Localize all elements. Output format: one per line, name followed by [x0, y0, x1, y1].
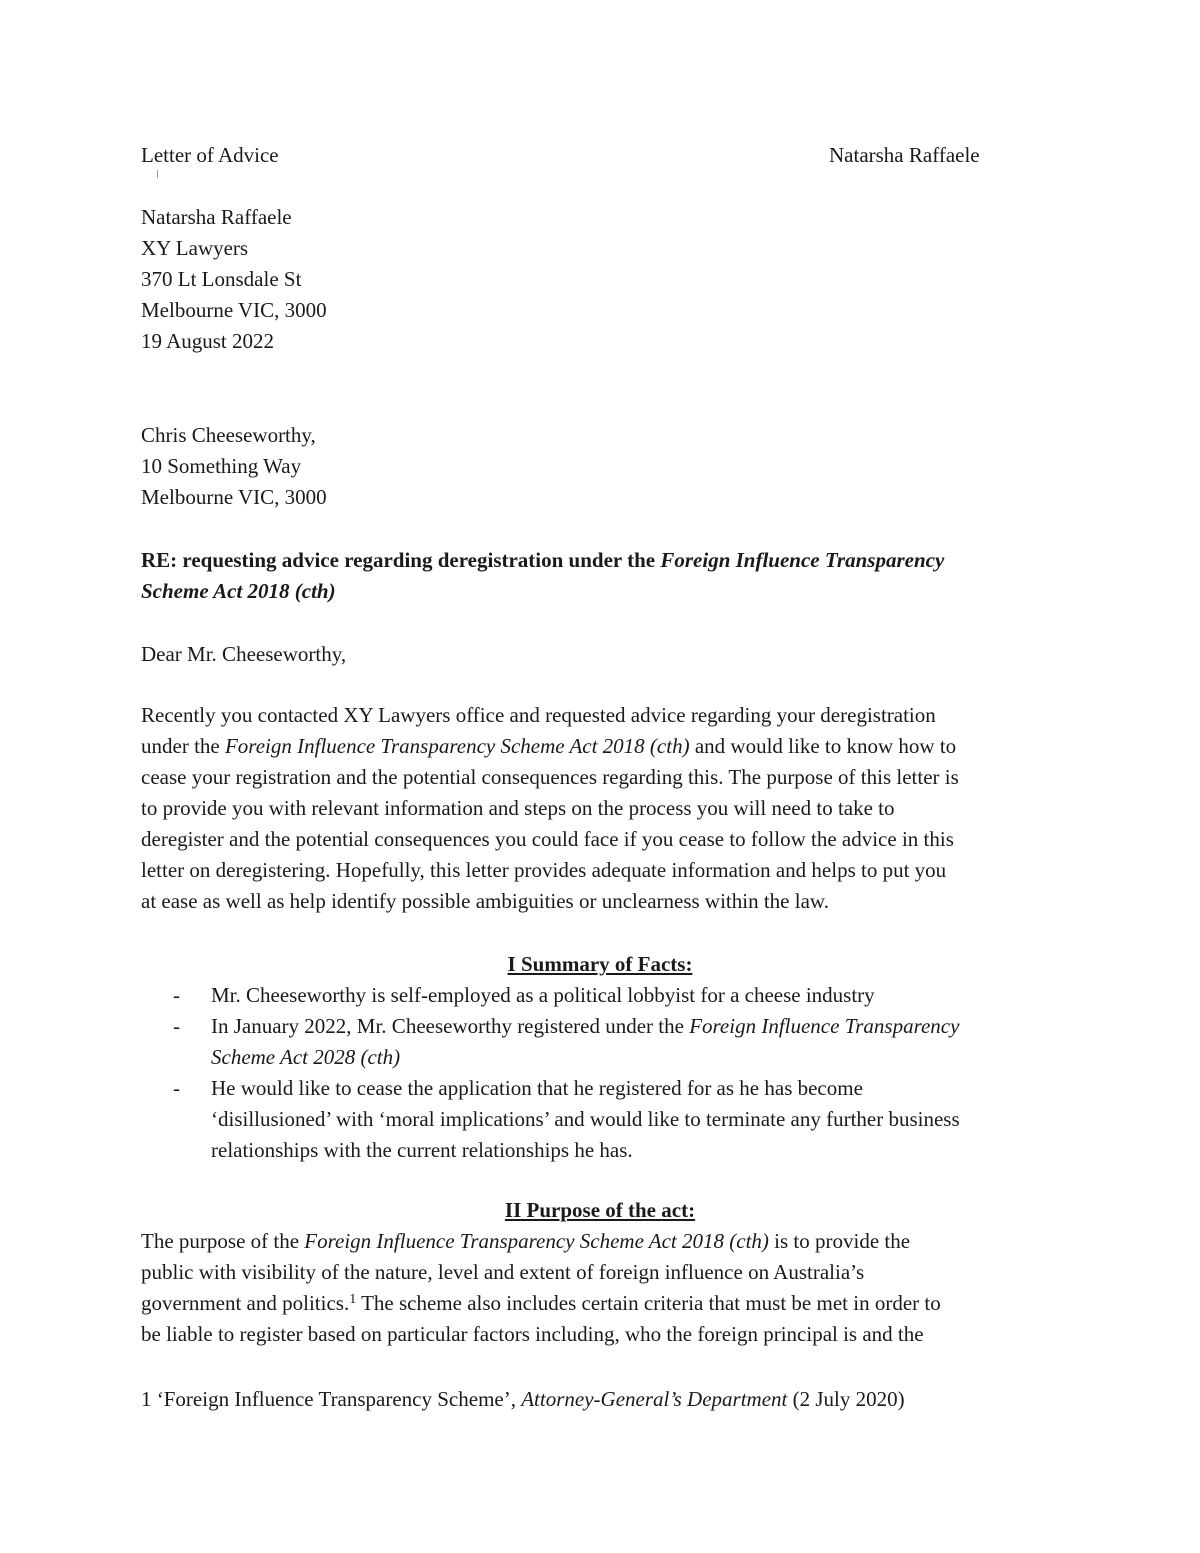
- fact-2-pre: In January 2022, Mr. Cheeseworthy registered under the: [211, 1014, 690, 1038]
- purpose-l1-pre: The purpose of the: [141, 1229, 305, 1253]
- intro-line-6: letter on deregistering. Hopefully, this letter provides adequate information and helps to put you: [141, 858, 947, 882]
- intro-line-3: cease your registration and the potential consequences regarding this. The purpose of this letter is: [141, 765, 959, 789]
- salutation: Dear Mr. Cheeseworthy,: [141, 642, 347, 666]
- footnote-date: (2 July 2020): [787, 1387, 905, 1411]
- section-heading-purpose: II Purpose of the act:: [504, 1198, 696, 1222]
- intro-line-2: [141, 731, 956, 762]
- re-line-2: [141, 576, 336, 607]
- fact-2-act-1: Foreign Influence Transparency: [689, 1014, 960, 1038]
- footnote-text: ‘Foreign Influence Transparency Scheme’,: [151, 1387, 522, 1411]
- bullet-dash: -: [173, 1076, 180, 1100]
- fact-item-1: Mr. Cheeseworthy is self-employed as a political lobbyist for a cheese industry: [211, 983, 875, 1007]
- recipient-street: 10 Something Way: [141, 454, 302, 478]
- purpose-l3-post: The scheme also includes certain criteria that must be met in order to: [356, 1291, 941, 1315]
- sender-name: Natarsha Raffaele: [141, 205, 292, 229]
- purpose-line-4: be liable to register based on particular factors including, who the foreign principal is and the: [141, 1322, 924, 1346]
- intro-line-7: at ease as well as help identify possible ambiguities or unclearness within the law.: [141, 889, 829, 913]
- purpose-line-1: [141, 1226, 910, 1257]
- footnote: [141, 1384, 905, 1415]
- intro-line-4: to provide you with relevant information and steps on the process you will need to take to: [141, 796, 895, 820]
- purpose-act-title: Foreign Influence Transparency Scheme Act 2018 (cth): [304, 1229, 769, 1253]
- section-heading-summary: I Summary of Facts:: [507, 952, 693, 976]
- purpose-line-3: [141, 1288, 941, 1319]
- fact-2-act-2: Scheme Act 2028 (cth): [211, 1045, 401, 1069]
- sender-street: 370 Lt Lonsdale St: [141, 267, 302, 291]
- sender-firm: XY Lawyers: [141, 236, 249, 260]
- intro-l2-pre: under the: [141, 734, 225, 758]
- footnote-source: Attorney-General’s Department: [521, 1387, 788, 1411]
- fact-item-3-line-2: ‘disillusioned’ with ‘moral implications’ and would like to terminate any further business: [211, 1107, 960, 1131]
- intro-act-title: Foreign Influence Transparency Scheme Act 2018 (cth): [224, 734, 690, 758]
- recipient-name: Chris Cheeseworthy,: [141, 423, 316, 447]
- re-act-title-2: Scheme Act 2018 (cth): [141, 579, 336, 603]
- recipient-city: Melbourne VIC, 3000: [141, 485, 327, 509]
- intro-l2-post: and would like to know how to: [689, 734, 957, 758]
- bullet-dash: -: [173, 1014, 180, 1038]
- fact-item-2-cont: [211, 1042, 400, 1073]
- bullet-dash: -: [173, 983, 180, 1007]
- fact-item-3-line-3: relationships with the current relationships he has.: [211, 1138, 633, 1162]
- re-line-1: [141, 545, 944, 576]
- footnote-reference: 1: [349, 1292, 357, 1307]
- purpose-l3-pre: government and politics.: [141, 1291, 350, 1315]
- fact-item-2: [211, 1011, 959, 1042]
- purpose-l1-post: is to provide the: [768, 1229, 911, 1253]
- footnote-number: 1: [141, 1387, 152, 1411]
- author-name: Natarsha Raffaele: [829, 143, 980, 167]
- intro-line-5: deregister and the potential consequences you could face if you cease to follow the advice in this: [141, 827, 954, 851]
- document-title: Letter of Advice: [141, 143, 279, 167]
- letter-date: 19 August 2022: [141, 329, 275, 353]
- sender-city: Melbourne VIC, 3000: [141, 298, 327, 322]
- purpose-line-2: public with visibility of the nature, level and extent of foreign influence on Australia’s: [141, 1260, 865, 1284]
- re-prefix: RE: requesting advice regarding deregistration under the: [141, 548, 661, 572]
- fact-item-3-line-1: He would like to cease the application that he registered for as he has become: [211, 1076, 863, 1100]
- cursor-mark: [157, 170, 158, 178]
- intro-line-1: Recently you contacted XY Lawyers office and requested advice regarding your deregistration: [141, 703, 936, 727]
- re-act-title-1: Foreign Influence Transparency: [660, 548, 945, 572]
